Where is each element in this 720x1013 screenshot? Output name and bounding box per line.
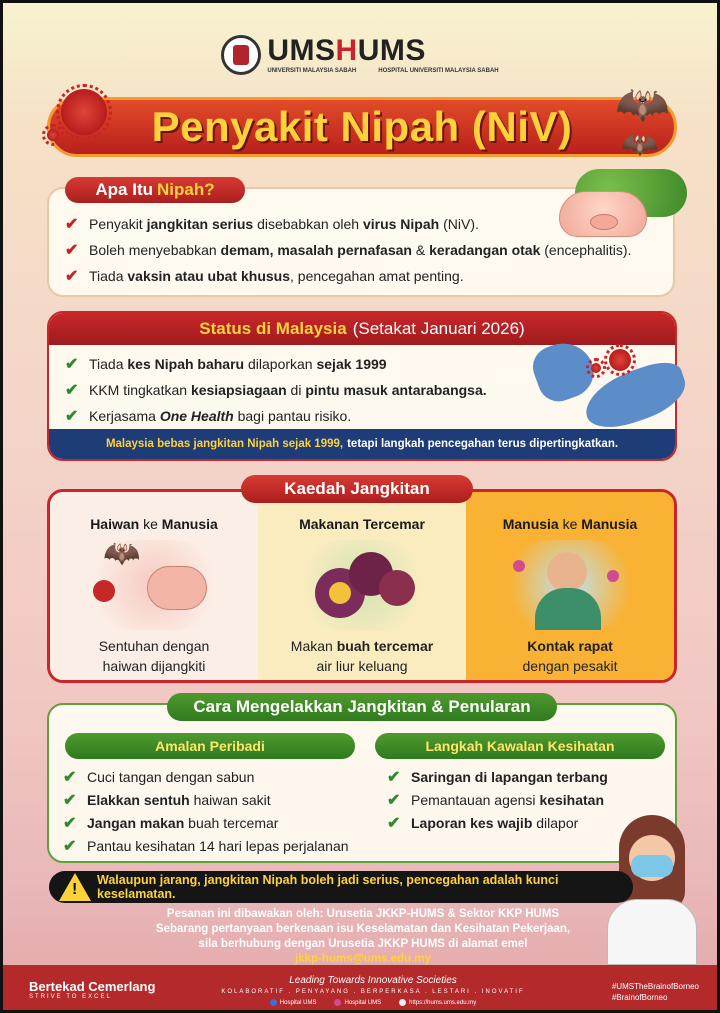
logo-subtitles [267,68,498,74]
info-line: Pesanan ini dibawakan oleh: Urusetia JKKP-HUMS & Sektor KKP HUMS [166,908,560,920]
virus-small-icon [47,129,59,141]
info-line: sila berhubung dengan Urusetia JKKP HUMS di alamat emel [198,938,528,950]
logo-sub-ums: UNIVERSITI MALAYSIA SABAH [267,68,357,74]
list-item: ✔ Penyakit jangkitan serius disebabkan oleh virus Nipah (NiV). [65,216,479,233]
footer-links [213,999,533,1006]
column-title: Makanan Tercemar [299,516,425,532]
transmission-animal-column [50,492,258,680]
list-item: ✔ Elakkan sentuh haiwan sakit [63,791,271,809]
footer-tagline: Leading Towards Innovative Societies [289,975,457,986]
list-item: ✔ Pantau kesihatan 14 hari lepas perjalanan [63,837,349,855]
logo-row [3,29,717,81]
logo-wordmark: UMSHUMS [267,34,426,67]
logo-sub-hums: HOSPITAL UNIVERSITI MALAYSIA SABAH [378,68,499,74]
ums-crest-icon [221,35,261,75]
fruit-illustration-icon [287,540,437,630]
footer-hashtags: #UMSTheBrainofBorneo #BrainofBorneo [611,982,699,1002]
virus-icon [61,89,107,135]
transmission-panel [47,489,677,683]
transmission-heading: Kaedah Jangkitan [241,475,473,503]
virus-small-icon [591,363,601,373]
list-item: ✔ Cuci tangan dengan sabun [63,768,255,786]
info-line: Sebarang pertanyaan berkenaan isu Keselamatan dan Kesihatan Pekerjaan, [155,923,571,935]
column-title: Manusia ke Manusia [502,516,638,532]
check-icon: ✔ [387,768,401,786]
warning-banner [49,871,633,903]
column-title: Haiwan ke Manusia [90,516,218,532]
logo-text [267,36,498,74]
list-item: ✔ Boleh menyebabkan demam, masalah pernafasan & keradangan otak (encephalitis). [65,242,632,259]
check-icon: ✔ [65,242,79,259]
instagram-link[interactable]: Hospital UMS [334,999,381,1006]
transmission-human-column [466,492,674,680]
personal-practice-heading: Amalan Peribadi [65,733,355,759]
contact-email-link[interactable]: jkkp-hums@ums.edu.my [295,953,431,965]
footer-brand: Bertekad Cemerlang STRIVE TO EXCEL [29,979,156,1000]
check-icon: ✔ [65,356,79,373]
status-heading: Status di Malaysia (Setakat Januari 2026) [49,313,675,345]
facebook-icon [270,999,277,1006]
check-icon: ✔ [63,814,77,832]
instagram-icon [334,999,341,1006]
title-banner [47,97,677,157]
check-icon: ✔ [63,837,77,855]
what-is-list [65,211,631,289]
column-caption: Sentuhan dengan haiwan dijangkiti [98,638,210,674]
check-icon: ✔ [65,408,79,425]
list-item: ✔ Kerjasama One Health bagi pantau risiko. [65,408,352,425]
check-icon: ✔ [65,268,79,285]
check-icon: ✔ [63,791,77,809]
warning-icon: ! [59,873,91,901]
column-caption: Makan buah tercemar air liur keluang [290,638,434,674]
list-item: ✔ Saringan di lapangan terbang [387,768,608,786]
footer-bar [3,965,717,1013]
list-item: ✔ Tiada vaksin atau ubat khusus, pencegahan amat penting. [65,268,464,285]
list-item: ✔ KKM tingkatkan kesiapsiagaan di pintu masuk antarabangsa. [65,382,487,399]
facebook-link[interactable]: Hospital UMS [270,999,317,1006]
list-item: ✔ Laporan kes wajib dilapor [387,814,579,832]
health-control-list [387,765,608,834]
health-control-heading: Langkah Kawalan Kesihatan [375,733,665,759]
status-footer: Malaysia bebas jangkitan Nipah sejak 1999, tetapi langkah pencegahan terus dipertingkatkan. [49,429,675,459]
check-icon: ✔ [63,768,77,786]
column-caption: Kontak rapat dengan pesakit [522,638,618,674]
personal-practice-list [63,765,349,857]
list-item: ✔ Tiada kes Nipah baharu dilaporkan sejak 1999 [65,356,387,373]
footer-values: KOLABORATIF . PENYAYANG . BERPERKASA . LESTARI . INOVATIF [221,989,525,995]
bat-icon: 🦇 [615,80,670,129]
globe-icon [399,999,406,1006]
transmission-food-column [258,492,466,680]
page-title: Penyakit Nipah (NiV) [151,103,573,150]
check-icon: ✔ [65,382,79,399]
footer-center [213,975,533,1006]
warning-text: Walaupun jarang, jangkitan Nipah boleh jadi serius, pencegahan adalah kunci keselamatan. [97,873,559,901]
bat-small-icon: 🦇 [621,128,659,161]
sick-person-illustration-icon [495,540,645,630]
list-item: ✔ Pemantauan agensi kesihatan [387,791,605,809]
check-icon: ✔ [387,791,401,809]
contact-info [113,907,613,967]
website-link[interactable]: https://hums.ums.edu.my [399,999,476,1006]
pig-bat-illustration-icon: 🦇 [79,540,229,630]
status-list [65,351,487,429]
virus-icon [609,349,631,371]
what-is-heading: Apa Itu Nipah? [65,177,245,203]
check-icon: ✔ [387,814,401,832]
list-item: ✔ Jangan makan buah tercemar [63,814,279,832]
check-icon: ✔ [65,216,79,233]
prevention-heading: Cara Mengelakkan Jangkitan & Penularan [167,693,557,721]
pig-illustration-icon [555,169,689,241]
